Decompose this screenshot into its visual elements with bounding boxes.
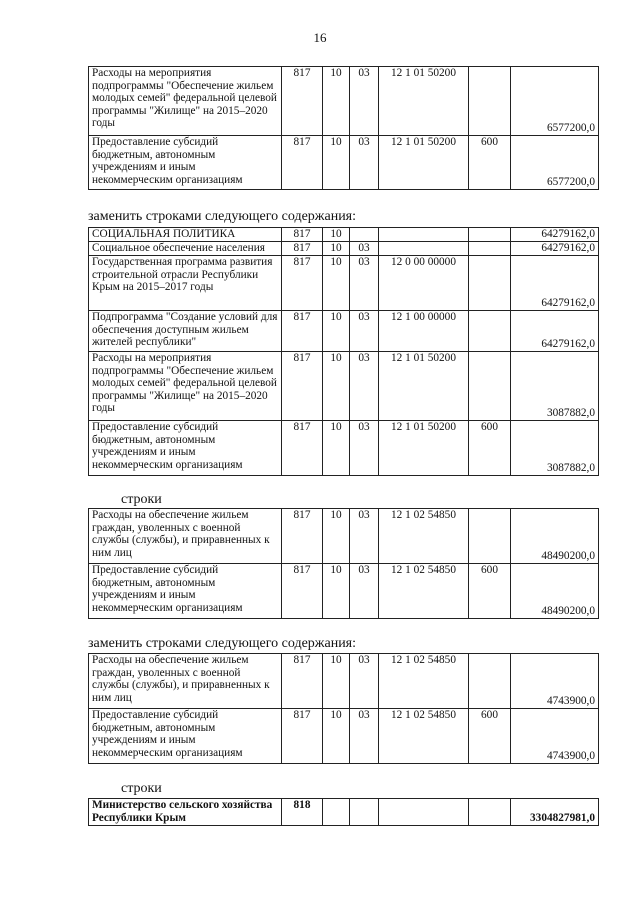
- section-code: 10: [323, 228, 350, 242]
- amount: 6577200,0: [511, 136, 599, 190]
- ministry-code: 817: [282, 352, 323, 421]
- row-name: Подпрограмма "Создание условий для обеспечения доступным жильем жителей республики": [89, 311, 282, 352]
- section-code: 10: [323, 67, 350, 136]
- section-code: 10: [323, 564, 350, 619]
- row-name: СОЦИАЛЬНАЯ ПОЛИТИКА: [89, 228, 282, 242]
- section-3-caption: заменить строками следующего содержания:: [88, 636, 357, 651]
- section-code: 10: [323, 709, 350, 764]
- table-row: [89, 799, 599, 826]
- table-row: [89, 352, 599, 421]
- expense-type-code: 600: [469, 136, 511, 190]
- target-code: [379, 242, 469, 256]
- expense-type-code: [469, 242, 511, 256]
- table-row: [89, 67, 599, 136]
- expense-type-code: [469, 352, 511, 421]
- expense-type-code: 600: [469, 709, 511, 764]
- target-code: 12 1 02 54850: [379, 709, 469, 764]
- amount: 3304827981,0: [511, 799, 599, 826]
- subsection-code: 03: [350, 256, 379, 311]
- ministry-code: 817: [282, 242, 323, 256]
- ministry-code: 817: [282, 311, 323, 352]
- amount: 64279162,0: [511, 256, 599, 311]
- row-name: Социальное обеспечение населения: [89, 242, 282, 256]
- target-code: 12 1 02 54850: [379, 654, 469, 709]
- budget-table-1: [88, 66, 599, 190]
- expense-type-code: [469, 256, 511, 311]
- amount: 48490200,0: [511, 509, 599, 564]
- ministry-code: 817: [282, 654, 323, 709]
- subsection-code: [350, 228, 379, 242]
- ministry-code: 818: [282, 799, 323, 826]
- section-code: 10: [323, 242, 350, 256]
- section-1-caption: заменить строками следующего содержания:: [88, 209, 357, 224]
- section-code: 10: [323, 654, 350, 709]
- section-code: 10: [323, 256, 350, 311]
- expense-type-code: 600: [469, 421, 511, 476]
- table-row: [89, 509, 599, 564]
- amount: 3087882,0: [511, 421, 599, 476]
- budget-table-4: [88, 653, 599, 764]
- ministry-code: 817: [282, 256, 323, 311]
- budget-table-5: [88, 798, 599, 826]
- ministry-code: 817: [282, 228, 323, 242]
- section-code: 10: [323, 421, 350, 476]
- table-row: [89, 256, 599, 311]
- row-name: Расходы на мероприятия подпрограммы "Обеспечение жильем молодых семей" федеральной целевой программы "Жилище" на 2015–2020 годы: [89, 67, 282, 136]
- ministry-code: 817: [282, 564, 323, 619]
- table-row: [89, 421, 599, 476]
- amount: 4743900,0: [511, 709, 599, 764]
- row-name: Министерство сельского хозяйства Республики Крым: [89, 799, 282, 826]
- row-name: Предоставление субсидий бюджетным, автономным учреждениям и иным некоммерческим организациям: [89, 709, 282, 764]
- table-row: [89, 228, 599, 242]
- expense-type-code: [469, 228, 511, 242]
- target-code: 12 1 01 50200: [379, 136, 469, 190]
- amount: 64279162,0: [511, 242, 599, 256]
- row-name: Государственная программа развития строительной отрасли Республики Крым на 2015–2017 годы: [89, 256, 282, 311]
- target-code: 12 1 00 00000: [379, 311, 469, 352]
- subsection-code: 03: [350, 67, 379, 136]
- ministry-code: 817: [282, 509, 323, 564]
- subsection-code: [350, 799, 379, 826]
- ministry-code: 817: [282, 67, 323, 136]
- subsection-code: 03: [350, 136, 379, 190]
- expense-type-code: [469, 311, 511, 352]
- table-row: [89, 654, 599, 709]
- row-name: Предоставление субсидий бюджетным, автономным учреждениям и иным некоммерческим организациям: [89, 421, 282, 476]
- table-row: [89, 242, 599, 256]
- ministry-code: 817: [282, 136, 323, 190]
- row-name: Расходы на мероприятия подпрограммы "Обеспечение жильем молодых семей" федеральной целевой программы "Жилище" на 2015–2020 годы: [89, 352, 282, 421]
- budget-table-2: [88, 227, 599, 476]
- subsection-code: 03: [350, 654, 379, 709]
- budget-table-3: [88, 508, 599, 619]
- amount: 48490200,0: [511, 564, 599, 619]
- expense-type-code: [469, 799, 511, 826]
- ministry-code: 817: [282, 709, 323, 764]
- subsection-code: 03: [350, 421, 379, 476]
- row-name: Предоставление субсидий бюджетным, автономным учреждениям и иным некоммерческим организациям: [89, 136, 282, 190]
- subsection-code: 03: [350, 352, 379, 421]
- subsection-code: 03: [350, 564, 379, 619]
- section-code: 10: [323, 509, 350, 564]
- expense-type-code: [469, 509, 511, 564]
- section-code: [323, 799, 350, 826]
- row-name: Расходы на обеспечение жильем граждан, уволенных с военной службы (службы), и приравненных к ним лиц: [89, 654, 282, 709]
- target-code: [379, 228, 469, 242]
- subsection-code: 03: [350, 311, 379, 352]
- row-name: Предоставление субсидий бюджетным, автономным учреждениям и иным некоммерческим организациям: [89, 564, 282, 619]
- ministry-code: 817: [282, 421, 323, 476]
- subsection-code: 03: [350, 242, 379, 256]
- expense-type-code: [469, 67, 511, 136]
- amount: 64279162,0: [511, 228, 599, 242]
- subsection-code: 03: [350, 509, 379, 564]
- target-code: 12 0 00 00000: [379, 256, 469, 311]
- target-code: 12 1 01 50200: [379, 421, 469, 476]
- amount: 3087882,0: [511, 352, 599, 421]
- target-code: [379, 799, 469, 826]
- target-code: 12 1 01 50200: [379, 67, 469, 136]
- section-4-caption: строки: [121, 781, 162, 796]
- section-code: 10: [323, 311, 350, 352]
- amount: 4743900,0: [511, 654, 599, 709]
- target-code: 12 1 02 54850: [379, 509, 469, 564]
- expense-type-code: [469, 654, 511, 709]
- subsection-code: 03: [350, 709, 379, 764]
- section-2-caption: строки: [121, 492, 162, 507]
- table-row: [89, 136, 599, 190]
- expense-type-code: 600: [469, 564, 511, 619]
- table-row: [89, 709, 599, 764]
- section-code: 10: [323, 352, 350, 421]
- row-name: Расходы на обеспечение жильем граждан, уволенных с военной службы (службы), и приравненных к ним лиц: [89, 509, 282, 564]
- target-code: 12 1 02 54850: [379, 564, 469, 619]
- section-code: 10: [323, 136, 350, 190]
- page-number: 16: [313, 30, 327, 45]
- amount: 64279162,0: [511, 311, 599, 352]
- table-row: [89, 564, 599, 619]
- target-code: 12 1 01 50200: [379, 352, 469, 421]
- amount: 6577200,0: [511, 67, 599, 136]
- table-row: [89, 311, 599, 352]
